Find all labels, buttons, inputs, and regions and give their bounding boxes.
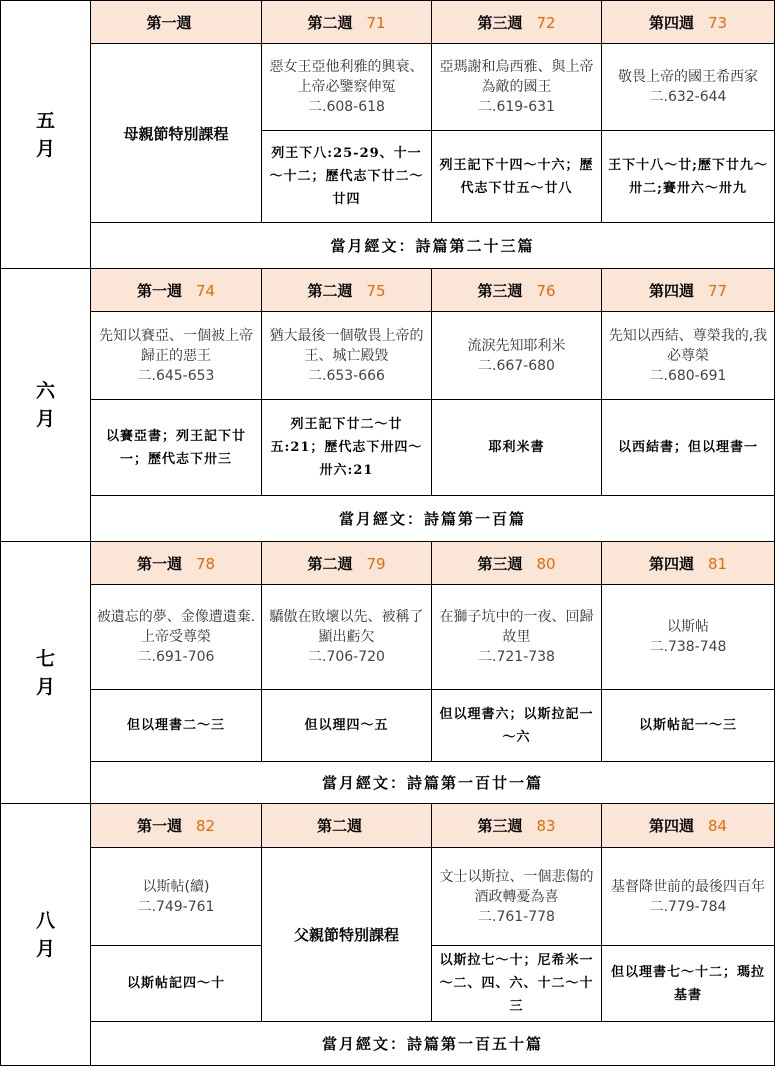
scripture-reading: 但以理書七～十二；瑪拉基書 bbox=[602, 946, 775, 1022]
verse-row-may bbox=[1, 223, 775, 269]
lesson-topic: 敬畏上帝的國王希西家 二.632-644 bbox=[602, 44, 775, 131]
verse-row-july bbox=[1, 762, 775, 804]
scripture-reading: 但以理書六；以斯拉記一～六 bbox=[432, 690, 602, 762]
week-header: 第一週 bbox=[91, 1, 262, 44]
week-header: 第一週 74 bbox=[91, 269, 262, 312]
month-label: 七 月 bbox=[1, 542, 91, 804]
scripture-reading: 列王下八:25-29、十一～十二；歷代志下廿二～廿四 bbox=[262, 131, 432, 223]
week-header: 第二週 75 bbox=[262, 269, 432, 312]
lesson-topic: 以斯帖 二.738-748 bbox=[602, 585, 775, 690]
lesson-topic: 被遺忘的夢、金像遭遺棄.上帝受尊榮 二.691-706 bbox=[91, 585, 262, 690]
special-course: 母親節特別課程 bbox=[91, 44, 262, 223]
week-header: 第三週 83 bbox=[432, 804, 602, 848]
week-header: 第二週 79 bbox=[262, 542, 432, 585]
reading-row-july bbox=[1, 690, 775, 762]
week-header: 第二週 bbox=[262, 804, 432, 848]
monthly-verse: 當月經文：詩篇第一百廿一篇 bbox=[91, 762, 775, 804]
topic-row-august bbox=[1, 848, 775, 946]
lesson-topic: 先知以西結、尊榮我的,我必尊榮 二.680-691 bbox=[602, 312, 775, 400]
lesson-topic: 在獅子坑中的一夜、回歸故里 二.721-738 bbox=[432, 585, 602, 690]
scripture-reading: 王下十八～廿;歷下廿九～卅二;賽卅六～卅九 bbox=[602, 131, 775, 223]
scripture-reading: 但以理書二～三 bbox=[91, 690, 262, 762]
week-header: 第四週 73 bbox=[602, 1, 775, 44]
week-header: 第四週 77 bbox=[602, 269, 775, 312]
topic-row-may bbox=[1, 44, 775, 131]
header-row-june bbox=[1, 269, 775, 312]
week-header: 第三週 76 bbox=[432, 269, 602, 312]
monthly-verse: 當月經文：詩篇第二十三篇 bbox=[91, 223, 775, 269]
week-header: 第二週 71 bbox=[262, 1, 432, 44]
scripture-reading: 但以理四～五 bbox=[262, 690, 432, 762]
week-header: 第一週 82 bbox=[91, 804, 262, 848]
month-label: 六 月 bbox=[1, 269, 91, 542]
week-header: 第一週 78 bbox=[91, 542, 262, 585]
scripture-reading: 列王記下廿二～廿五:21；歷代志下卅四～卅六:21 bbox=[262, 400, 432, 496]
lesson-topic: 基督降世前的最後四百年 二.779-784 bbox=[602, 848, 775, 946]
reading-row-june bbox=[1, 400, 775, 496]
week-header: 第三週 72 bbox=[432, 1, 602, 44]
monthly-verse: 當月經文：詩篇第一百五十篇 bbox=[91, 1022, 775, 1066]
lesson-topic: 文士以斯拉、一個悲傷的酒政轉憂為喜 二.761-778 bbox=[432, 848, 602, 946]
scripture-reading: 以斯帖記四～十 bbox=[91, 946, 262, 1022]
lesson-topic: 流淚先知耶利米 二.667-680 bbox=[432, 312, 602, 400]
scripture-reading: 耶利米書 bbox=[432, 400, 602, 496]
lesson-topic: 猶大最後一個敬畏上帝的王、城亡殿毀 二.653-666 bbox=[262, 312, 432, 400]
lesson-topic: 以斯帖(續) 二.749-761 bbox=[91, 848, 262, 946]
scripture-reading: 以斯拉七～十；尼希米一～二、四、六、十二～十三 bbox=[432, 946, 602, 1022]
scripture-reading: 列王記下十四～十六；歷代志下廿五～廿八 bbox=[432, 131, 602, 223]
week-header: 第四週 84 bbox=[602, 804, 775, 848]
lesson-topic: 亞瑪謝和烏西雅、與上帝為敵的國王 二.619-631 bbox=[432, 44, 602, 131]
week-header: 第三週 80 bbox=[432, 542, 602, 585]
special-course: 父親節特別課程 bbox=[262, 848, 432, 1022]
month-label: 五 月 bbox=[1, 1, 91, 269]
week-header: 第四週 81 bbox=[602, 542, 775, 585]
scripture-reading: 以西結書；但以理書一 bbox=[602, 400, 775, 496]
month-label: 八 月 bbox=[1, 804, 91, 1066]
verse-row-august bbox=[1, 1022, 775, 1066]
verse-row-june bbox=[1, 496, 775, 542]
header-row-august bbox=[1, 804, 775, 848]
topic-row-july bbox=[1, 585, 775, 690]
scripture-reading: 以斯帖記一～三 bbox=[602, 690, 775, 762]
header-row-may bbox=[1, 1, 775, 44]
header-row-july bbox=[1, 542, 775, 585]
scripture-reading: 以賽亞書；列王記下廿一；歷代志下卅三 bbox=[91, 400, 262, 496]
lesson-topic: 先知以賽亞、一個被上帝歸正的惡王 二.645-653 bbox=[91, 312, 262, 400]
lesson-topic: 驕傲在敗壞以先、被稱了顯出虧欠 二.706-720 bbox=[262, 585, 432, 690]
topic-row-june bbox=[1, 312, 775, 400]
lesson-topic: 惡女王亞他利雅的興衰、上帝必鑒察伸冤 二.608-618 bbox=[262, 44, 432, 131]
monthly-verse: 當月經文：詩篇第一百篇 bbox=[91, 496, 775, 542]
